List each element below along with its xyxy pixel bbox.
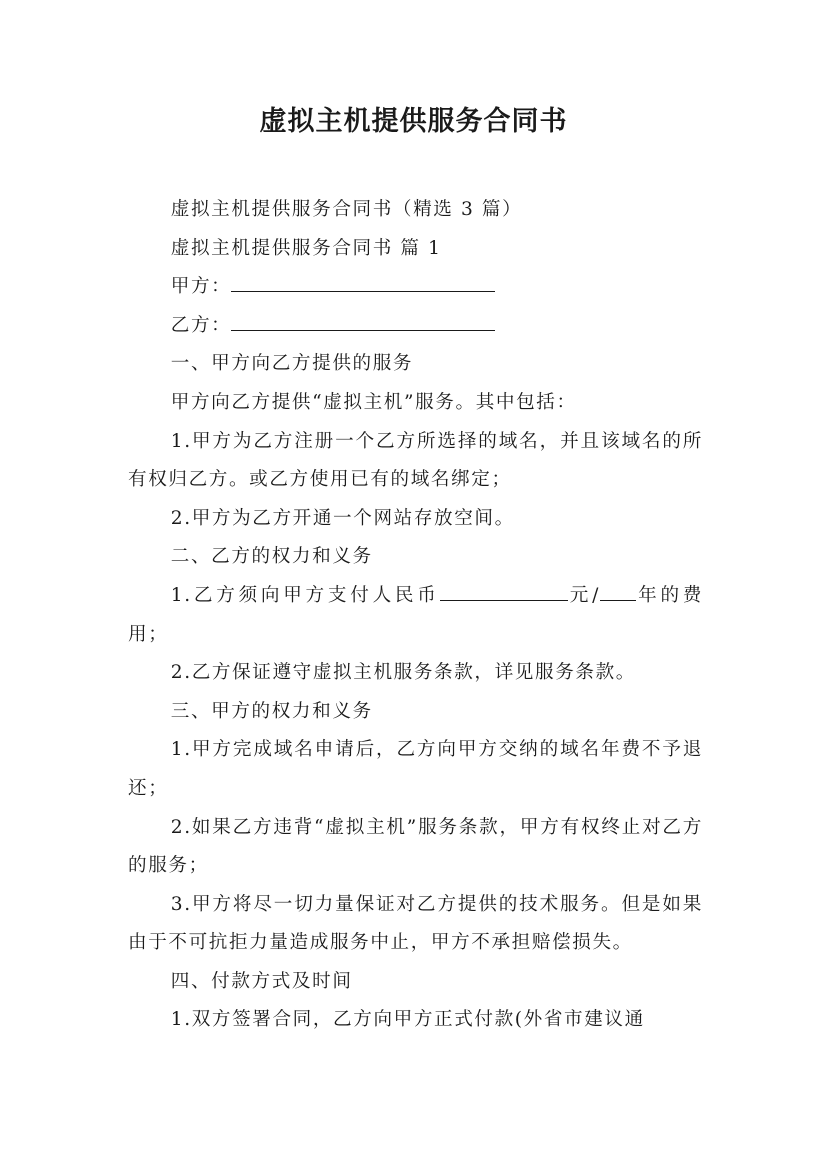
document-body [128,191,703,1040]
section-1-item-1: 1.甲方为乙方注册一个乙方所选择的域名，并且该域名的所有权归乙方。或乙方使用已有的域名绑定； [128,430,703,491]
party-b-blank [231,310,495,331]
party-a-label: 甲方： [170,276,232,298]
fee-prefix: 1.乙方须向甲方支付人民币 [170,584,440,606]
party-b-label: 乙方： [170,314,232,336]
section-4-item-1: 1.双方签署合同，乙方向甲方正式付款(外省市建议通 [170,1009,645,1031]
fee-unit: 元/ [567,584,600,606]
document-subtitle: 虚拟主机提供服务合同书（精选 3 篇） [170,199,523,220]
section-2-item-1 [128,577,703,654]
fee-suffix: 年的费用； [128,584,703,645]
party-a-line [128,268,703,307]
section-2-heading: 二、乙方的权力和义务 [170,546,373,568]
fee-years-blank [600,580,636,601]
section-1-heading: 一、甲方向乙方提供的服务 [170,353,414,375]
section-3-item-3: 3.甲方将尽一切力量保证对乙方提供的技术服务。但是如果由于不可抗拒力量造成服务中止，甲方不承担赔偿损失。 [128,893,703,954]
party-a-blank [231,272,495,293]
section-3-item-1: 1.甲方完成域名申请后，乙方向甲方交纳的域名年费不予退还； [128,739,703,799]
party-b-line [128,307,703,346]
section-1-item-2: 2.甲方为乙方开通一个网站存放空间。 [170,507,515,529]
fee-amount-blank [440,580,568,601]
section-2-item-2: 2.乙方保证遵守虚拟主机服务条款，详见服务条款。 [170,662,636,684]
section-3-heading: 三、甲方的权力和义务 [170,700,373,722]
document-title: 虚拟主机提供服务合同书 [259,106,568,137]
section-4-heading: 四、付款方式及时间 [170,970,353,992]
section-1-intro: 甲方向乙方提供“虚拟主机”服务。其中包括： [170,391,577,413]
section-3-item-2: 2.如果乙方违背“虚拟主机”服务条款，甲方有权终止对乙方的服务； [128,816,703,877]
article-heading: 虚拟主机提供服务合同书 篇 1 [170,237,442,259]
